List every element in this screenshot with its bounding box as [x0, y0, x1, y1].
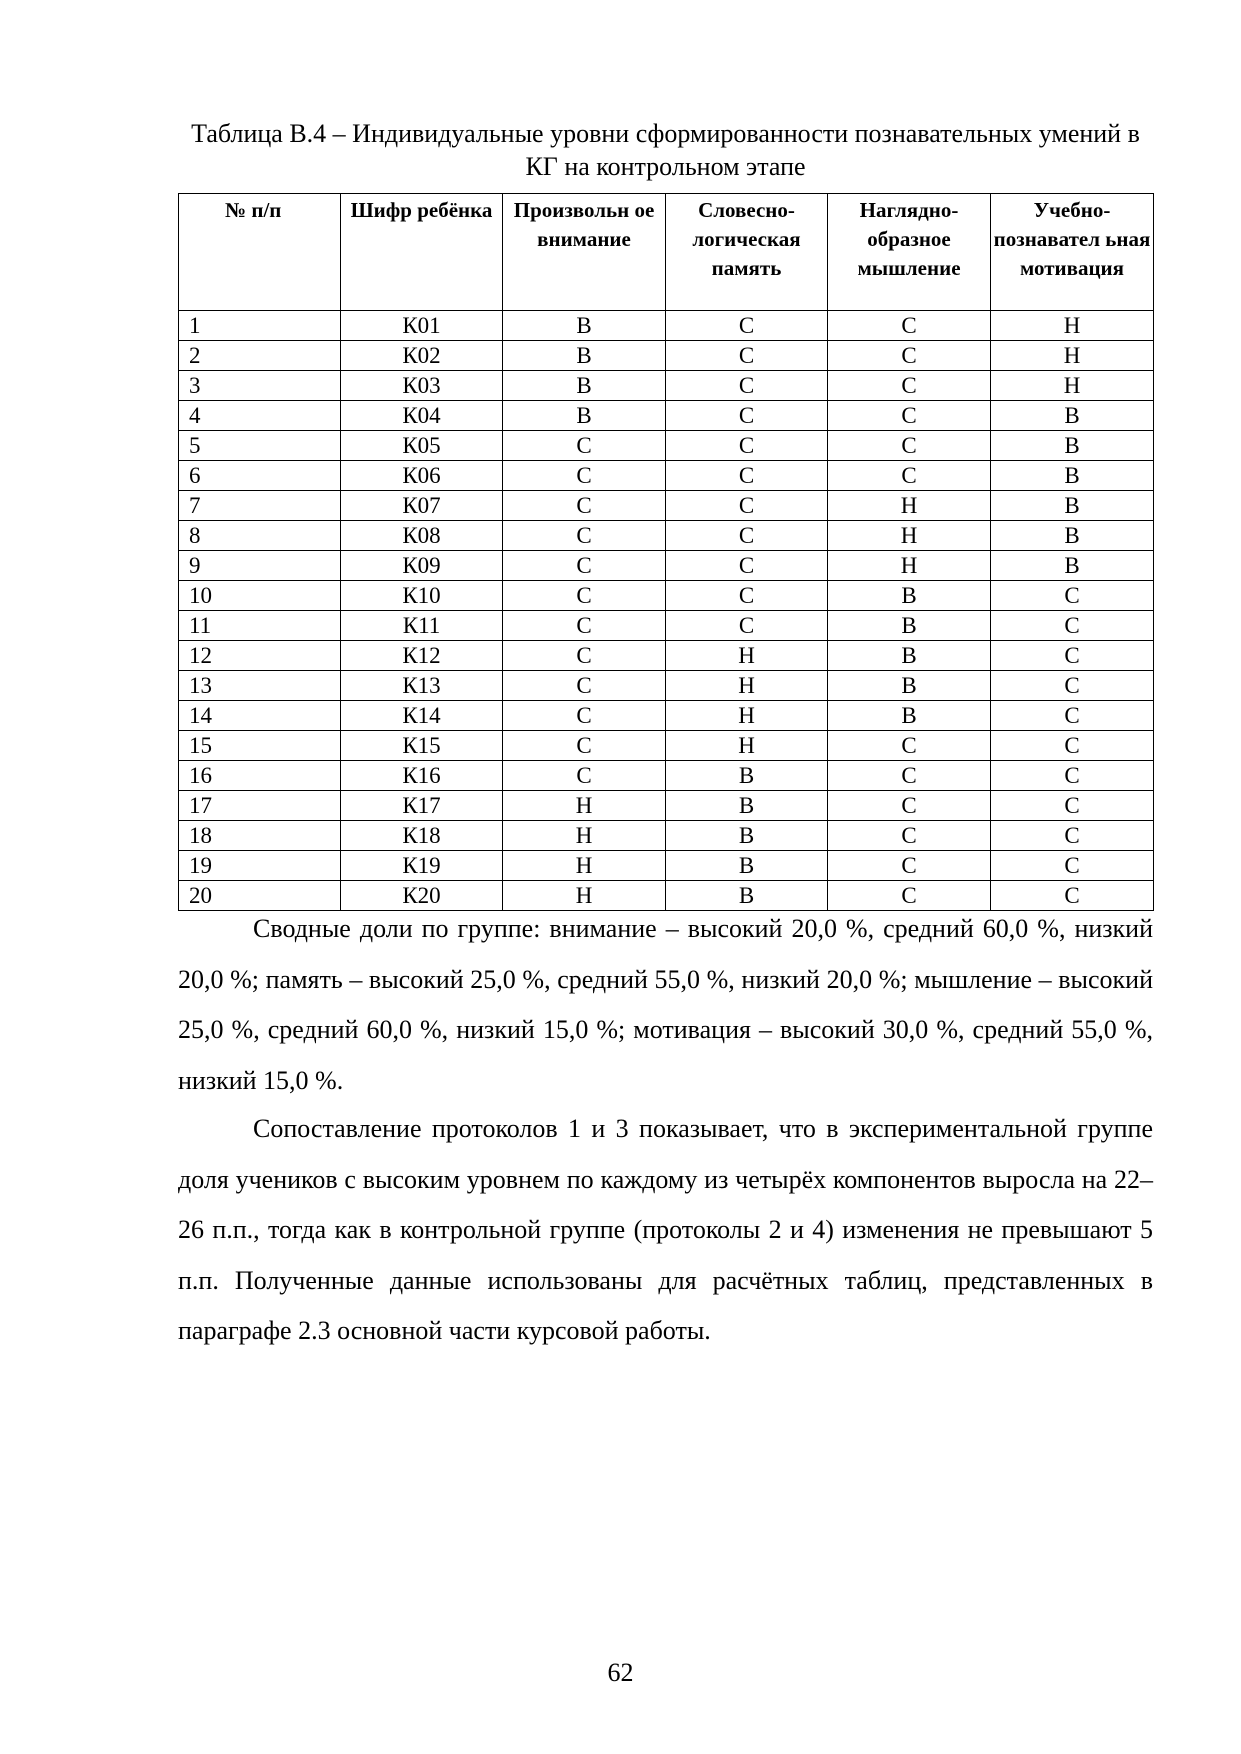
table-row: [179, 791, 1154, 821]
cell-number: 9: [179, 551, 341, 581]
header-number: № п/п: [179, 194, 341, 311]
cell-thinking: С: [828, 731, 991, 761]
cell-memory: В: [666, 851, 828, 881]
cell-memory: С: [666, 551, 828, 581]
cell-motivation: С: [991, 761, 1154, 791]
cell-child-code: К20: [341, 881, 503, 911]
cell-number: 6: [179, 461, 341, 491]
table-row: [179, 821, 1154, 851]
cell-attention: С: [503, 521, 666, 551]
cell-number: 5: [179, 431, 341, 461]
cell-thinking: Н: [828, 521, 991, 551]
cell-motivation: В: [991, 521, 1154, 551]
cell-child-code: К06: [341, 461, 503, 491]
cell-motivation: С: [991, 581, 1154, 611]
cell-thinking: С: [828, 461, 991, 491]
cell-child-code: К04: [341, 401, 503, 431]
table-row: [179, 731, 1154, 761]
cell-child-code: К12: [341, 641, 503, 671]
table-row: [179, 341, 1154, 371]
cell-thinking: Н: [828, 491, 991, 521]
cell-memory: В: [666, 761, 828, 791]
cell-memory: С: [666, 521, 828, 551]
cell-memory: С: [666, 371, 828, 401]
cell-memory: С: [666, 341, 828, 371]
cell-number: 3: [179, 371, 341, 401]
cell-thinking: С: [828, 851, 991, 881]
cell-thinking: С: [828, 761, 991, 791]
cell-attention: С: [503, 701, 666, 731]
header-child-code: Шифр ребёнка: [341, 194, 503, 311]
cell-child-code: К08: [341, 521, 503, 551]
cell-motivation: В: [991, 431, 1154, 461]
cell-thinking: В: [828, 701, 991, 731]
cell-thinking: В: [828, 611, 991, 641]
cell-attention: С: [503, 671, 666, 701]
table-row: [179, 701, 1154, 731]
cell-attention: С: [503, 761, 666, 791]
header-thinking: Наглядно-образное мышление: [828, 194, 991, 311]
cell-motivation: В: [991, 551, 1154, 581]
cell-memory: С: [666, 461, 828, 491]
cell-motivation: С: [991, 611, 1154, 641]
cell-attention: С: [503, 641, 666, 671]
cell-thinking: С: [828, 821, 991, 851]
cell-motivation: С: [991, 671, 1154, 701]
cell-memory: В: [666, 881, 828, 911]
cell-thinking: В: [828, 581, 991, 611]
cell-memory: С: [666, 431, 828, 461]
cell-memory: Н: [666, 731, 828, 761]
cell-attention: В: [503, 371, 666, 401]
cell-attention: Н: [503, 851, 666, 881]
cell-child-code: К11: [341, 611, 503, 641]
cell-motivation: В: [991, 491, 1154, 521]
table-row: [179, 851, 1154, 881]
cell-motivation: С: [991, 701, 1154, 731]
cell-motivation: В: [991, 401, 1154, 431]
cell-child-code: К05: [341, 431, 503, 461]
cell-child-code: К07: [341, 491, 503, 521]
cell-number: 10: [179, 581, 341, 611]
cell-memory: С: [666, 491, 828, 521]
cell-memory: В: [666, 791, 828, 821]
cell-child-code: К17: [341, 791, 503, 821]
cell-number: 17: [179, 791, 341, 821]
cell-attention: С: [503, 581, 666, 611]
cell-number: 7: [179, 491, 341, 521]
results-table: [178, 193, 1154, 911]
cell-number: 1: [179, 311, 341, 341]
cell-child-code: К13: [341, 671, 503, 701]
table-header-row: [179, 194, 1154, 311]
cell-number: 20: [179, 881, 341, 911]
cell-motivation: Н: [991, 371, 1154, 401]
table-row: [179, 431, 1154, 461]
table-row: [179, 311, 1154, 341]
cell-motivation: С: [991, 881, 1154, 911]
cell-attention: С: [503, 611, 666, 641]
cell-thinking: С: [828, 401, 991, 431]
cell-thinking: В: [828, 671, 991, 701]
table-body: [179, 311, 1154, 911]
cell-number: 4: [179, 401, 341, 431]
cell-thinking: С: [828, 881, 991, 911]
table-row: [179, 491, 1154, 521]
cell-number: 16: [179, 761, 341, 791]
cell-number: 19: [179, 851, 341, 881]
table-row: [179, 611, 1154, 641]
cell-thinking: С: [828, 341, 991, 371]
cell-number: 13: [179, 671, 341, 701]
cell-attention: С: [503, 731, 666, 761]
cell-attention: С: [503, 461, 666, 491]
cell-attention: Н: [503, 791, 666, 821]
cell-number: 12: [179, 641, 341, 671]
table-row: [179, 551, 1154, 581]
header-attention: Произвольн ое внимание: [503, 194, 666, 311]
table-row: [179, 641, 1154, 671]
summary-paragraph: Сводные доли по группе: внимание – высокий 20,0 %, средний 60,0 %, низкий 20,0 %; память – высокий 25,0 %, средний 55,0 %, низкий 20,0 %; мышление – высокий 25,0 %, средний 60,0 %, низкий 15,0 %; мотивация – высокий 30,0 %, средний 55,0 %, низкий 15,0 %.: [178, 914, 1153, 1095]
table-row: [179, 521, 1154, 551]
cell-child-code: К09: [341, 551, 503, 581]
cell-child-code: К10: [341, 581, 503, 611]
cell-motivation: Н: [991, 341, 1154, 371]
page-number: 62: [607, 1658, 634, 1687]
cell-memory: Н: [666, 641, 828, 671]
cell-attention: Н: [503, 881, 666, 911]
cell-child-code: К15: [341, 731, 503, 761]
cell-thinking: С: [828, 311, 991, 341]
cell-attention: В: [503, 311, 666, 341]
cell-memory: С: [666, 311, 828, 341]
cell-child-code: К03: [341, 371, 503, 401]
table-caption: Таблица В.4 – Индивидуальные уровни сформированности познавательных умений в КГ на контрольном этапе: [191, 119, 1140, 181]
cell-thinking: С: [828, 431, 991, 461]
cell-child-code: К19: [341, 851, 503, 881]
cell-memory: С: [666, 581, 828, 611]
cell-motivation: С: [991, 851, 1154, 881]
cell-number: 11: [179, 611, 341, 641]
cell-memory: Н: [666, 701, 828, 731]
cell-motivation: С: [991, 731, 1154, 761]
cell-attention: В: [503, 341, 666, 371]
cell-child-code: К02: [341, 341, 503, 371]
cell-motivation: В: [991, 461, 1154, 491]
cell-attention: В: [503, 401, 666, 431]
table-row: [179, 671, 1154, 701]
cell-memory: С: [666, 611, 828, 641]
cell-thinking: С: [828, 371, 991, 401]
cell-number: 8: [179, 521, 341, 551]
cell-motivation: С: [991, 821, 1154, 851]
cell-memory: В: [666, 821, 828, 851]
cell-attention: С: [503, 551, 666, 581]
cell-motivation: С: [991, 641, 1154, 671]
header-memory: Словесно-логическая память: [666, 194, 828, 311]
cell-memory: Н: [666, 671, 828, 701]
table-row: [179, 761, 1154, 791]
cell-memory: С: [666, 401, 828, 431]
header-motivation: Учебно-познавател ьная мотивация: [991, 194, 1154, 311]
cell-attention: Н: [503, 821, 666, 851]
table-row: [179, 581, 1154, 611]
cell-child-code: К16: [341, 761, 503, 791]
cell-attention: С: [503, 491, 666, 521]
cell-child-code: К14: [341, 701, 503, 731]
cell-number: 15: [179, 731, 341, 761]
cell-number: 2: [179, 341, 341, 371]
cell-thinking: Н: [828, 551, 991, 581]
cell-child-code: К18: [341, 821, 503, 851]
table-row: [179, 371, 1154, 401]
table-row: [179, 461, 1154, 491]
table-row: [179, 401, 1154, 431]
cell-thinking: В: [828, 641, 991, 671]
cell-thinking: С: [828, 791, 991, 821]
cell-child-code: К01: [341, 311, 503, 341]
cell-motivation: Н: [991, 311, 1154, 341]
cell-number: 14: [179, 701, 341, 731]
cell-number: 18: [179, 821, 341, 851]
cell-attention: С: [503, 431, 666, 461]
comparison-paragraph: Сопоставление протоколов 1 и 3 показывает, что в экспериментальной группе доля учеников с высоким уровнем по каждому из четырёх компонентов выросла на 22–26 п.п., тогда как в контрольной группе (протоколы 2 и 4) изменения не превышают 5 п.п. Полученные данные использованы для расчётных таблиц, представленных в параграфе 2.3 основной части курсовой работы.: [178, 1114, 1153, 1345]
cell-motivation: С: [991, 791, 1154, 821]
